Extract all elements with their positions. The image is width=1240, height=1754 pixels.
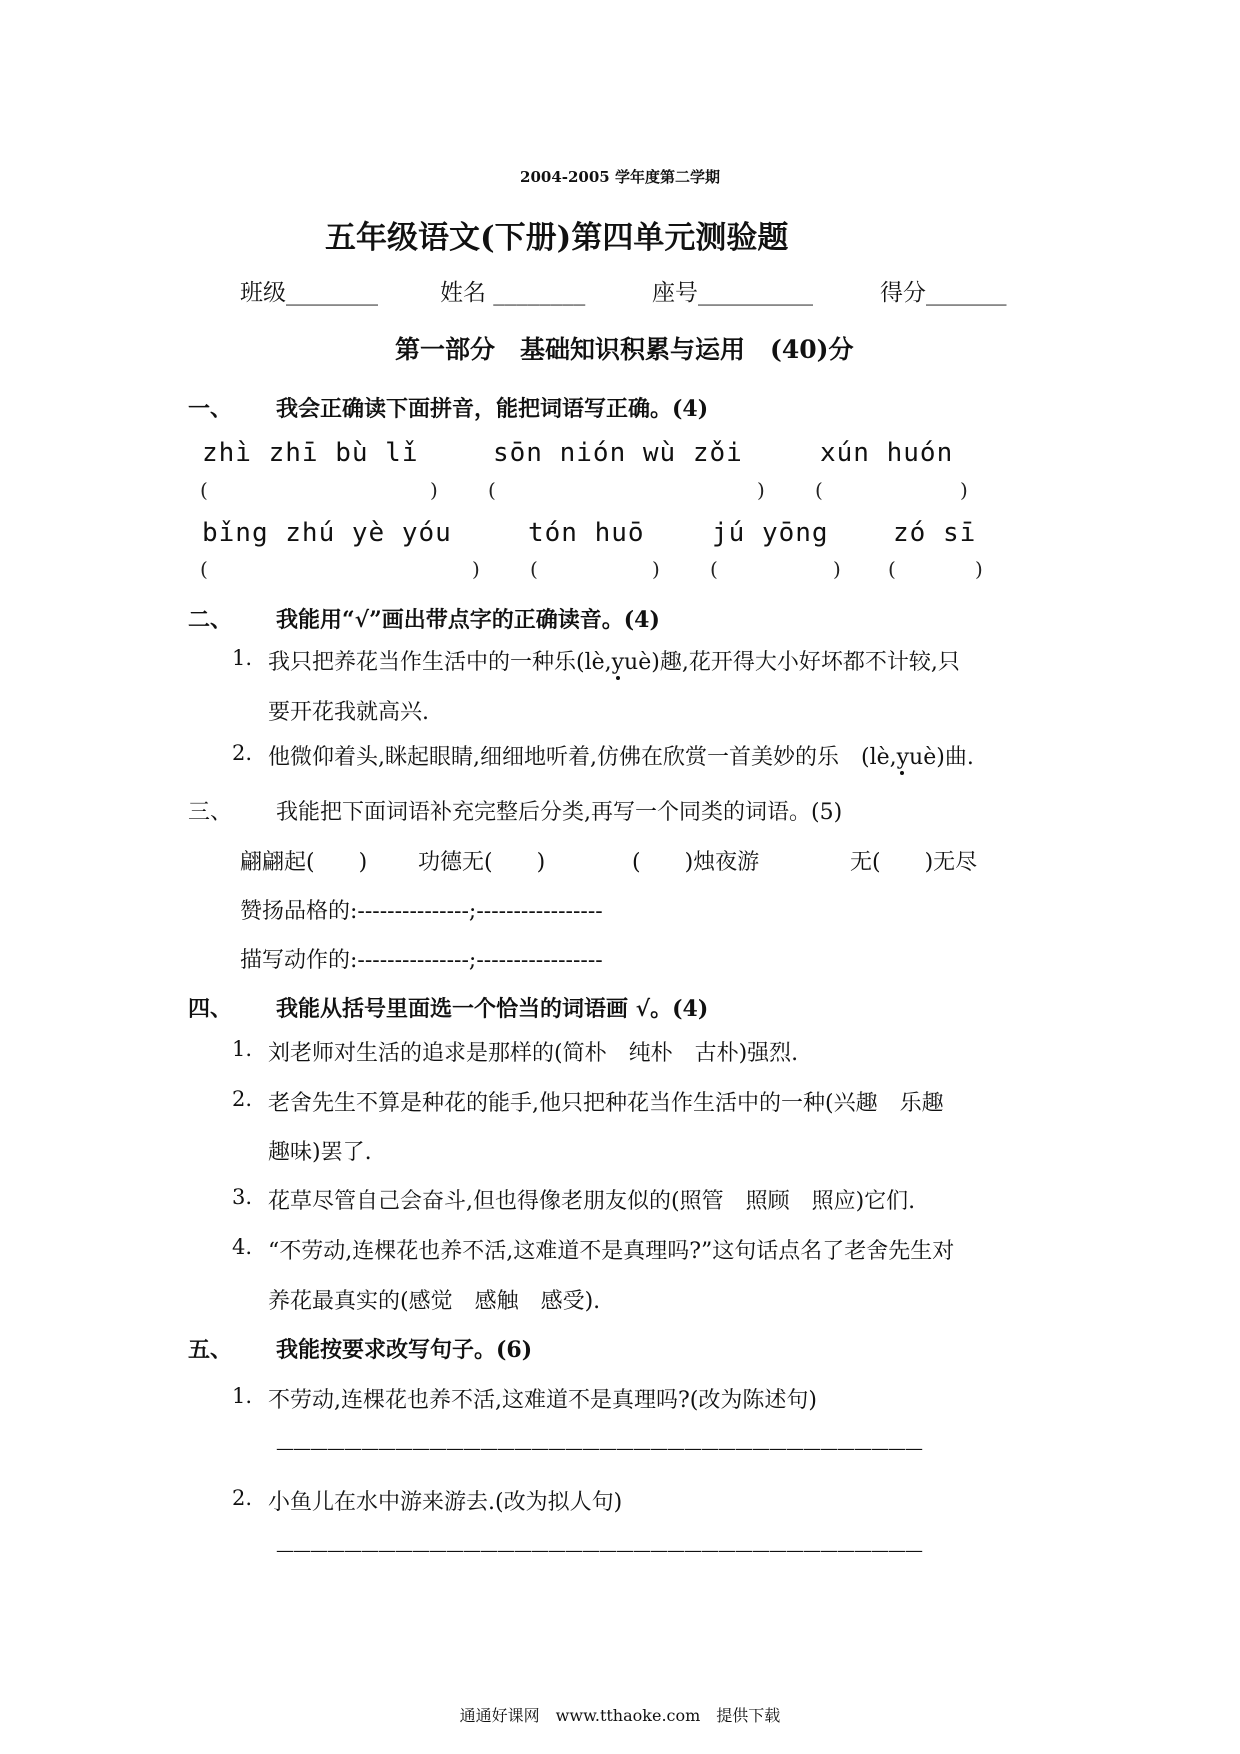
q4-item-number: 4. <box>232 1235 253 1259</box>
class-field: 班级________ <box>240 280 378 306</box>
exam-subtitle: 2004-2005 学年度第二学期 <box>520 168 720 186</box>
pinyin-item: zhì zhī bù lǐ <box>202 438 419 468</box>
answer-bracket-open: ( <box>200 478 208 502</box>
seat-field: 座号__________ <box>652 280 813 306</box>
q2-item-text: 他微仰着头,眯起眼睛,细细地听着,仿佛在欣赏一首美妙的乐 (lè,yuè)曲. <box>268 745 974 770</box>
answer-bracket-close: ) <box>960 478 968 502</box>
q4-item-text: 趣味)罢了. <box>268 1140 372 1165</box>
q4-item-number: 1. <box>232 1037 253 1061</box>
pinyin-item: sōn nión wù zǒi <box>493 438 743 468</box>
exam-title: 五年级语文(下册)第四单元测验题 <box>325 220 789 256</box>
answer-bracket-open: ( <box>488 478 496 502</box>
q5-item-number: 2. <box>232 1486 253 1510</box>
emphasis-dot <box>900 771 904 775</box>
q4-item-text: 老舍先生不算是种花的能手,他只把种花当作生活中的一种(兴趣 乐趣 <box>268 1091 944 1116</box>
q3-category-line: 赞扬品格的:---------------;----------------- <box>240 899 603 924</box>
answer-bracket-open: ( <box>710 557 718 581</box>
pinyin-item: tón huō <box>528 518 645 548</box>
answer-bracket-open: ( <box>530 557 538 581</box>
emphasis-dot <box>616 676 620 680</box>
q3-text: 我能把下面词语补充完整后分类,再写一个同类的词语。(5) <box>276 800 843 825</box>
answer-bracket-close: ) <box>975 557 983 581</box>
q2-number: 二、 <box>188 607 233 633</box>
q1-text: 我会正确读下面拼音，能把词语写正确。(4) <box>276 396 709 422</box>
q1-number: 一、 <box>188 396 233 422</box>
answer-bracket-close: ) <box>652 557 660 581</box>
pinyin-item: bǐng zhú yè yóu <box>202 518 452 548</box>
q4-text: 我能从括号里面选一个恰当的词语画 √。(4) <box>276 996 709 1022</box>
answer-line: —————————————————————————————————————— <box>276 1540 922 1561</box>
answer-bracket-open: ( <box>200 557 208 581</box>
q5-number: 五、 <box>188 1337 233 1363</box>
q3-word: 无( )无尽 <box>850 850 978 875</box>
footer-credit: 通通好课网 www.tthaoke.com 提供下载 <box>459 1706 781 1725</box>
q3-word: 翩翩起( ) <box>240 850 368 875</box>
score-field: 得分_______ <box>880 280 1007 306</box>
q2-item-number: 1. <box>232 646 253 670</box>
answer-bracket-close: ) <box>430 478 438 502</box>
q3-word: ( )烛夜游 <box>632 850 760 875</box>
q4-item-number: 2. <box>232 1087 253 1111</box>
q3-category-line: 描写动作的:---------------;----------------- <box>240 948 603 973</box>
answer-bracket-close: ) <box>472 557 480 581</box>
q5-item-text: 小鱼儿在水中游来游去.(改为拟人句) <box>268 1490 623 1515</box>
q2-item-text: 我只把养花当作生活中的一种乐(lè,yuè)趣,花开得大小好坏都不计较,只 <box>268 650 960 675</box>
answer-bracket-open: ( <box>815 478 823 502</box>
q2-item-number: 2. <box>232 741 253 765</box>
q4-item-number: 3. <box>232 1185 253 1209</box>
q5-item-text: 不劳动,连棵花也养不活,这难道不是真理吗?(改为陈述句) <box>268 1388 817 1413</box>
pinyin-item: xún huón <box>820 438 954 468</box>
pinyin-item: zó sī <box>893 518 977 548</box>
q5-text: 我能按要求改写句子。(6) <box>276 1337 533 1363</box>
q4-item-text: “不劳动,连棵花也养不活,这难道不是真理吗?”这句话点名了老舍先生对 <box>268 1239 955 1264</box>
part-title: 第一部分 基础知识积累与运用 (40)分 <box>395 335 854 364</box>
q4-item-text: 养花最真实的(感觉 感触 感受). <box>268 1289 601 1314</box>
q2-item-text: 要开花我就高兴. <box>268 700 429 725</box>
answer-bracket-close: ) <box>757 478 765 502</box>
answer-line: —————————————————————————————————————— <box>276 1438 922 1459</box>
q2-text: 我能用“√”画出带点字的正确读音。(4) <box>276 607 660 633</box>
q5-item-number: 1. <box>232 1384 253 1408</box>
q4-item-text: 刘老师对生活的追求是那样的(简朴 纯朴 古朴)强烈. <box>268 1041 799 1066</box>
q3-number: 三、 <box>188 800 233 825</box>
name-field: 姓名 ________ <box>440 280 586 306</box>
answer-bracket-close: ) <box>833 557 841 581</box>
q3-word: 功德无( ) <box>418 850 546 875</box>
q4-number: 四、 <box>188 996 233 1022</box>
pinyin-item: jú yōng <box>712 518 829 548</box>
answer-bracket-open: ( <box>888 557 896 581</box>
q4-item-text: 花草尽管自己会奋斗,但也得像老朋友似的(照管 照顾 照应)它们. <box>268 1189 916 1214</box>
